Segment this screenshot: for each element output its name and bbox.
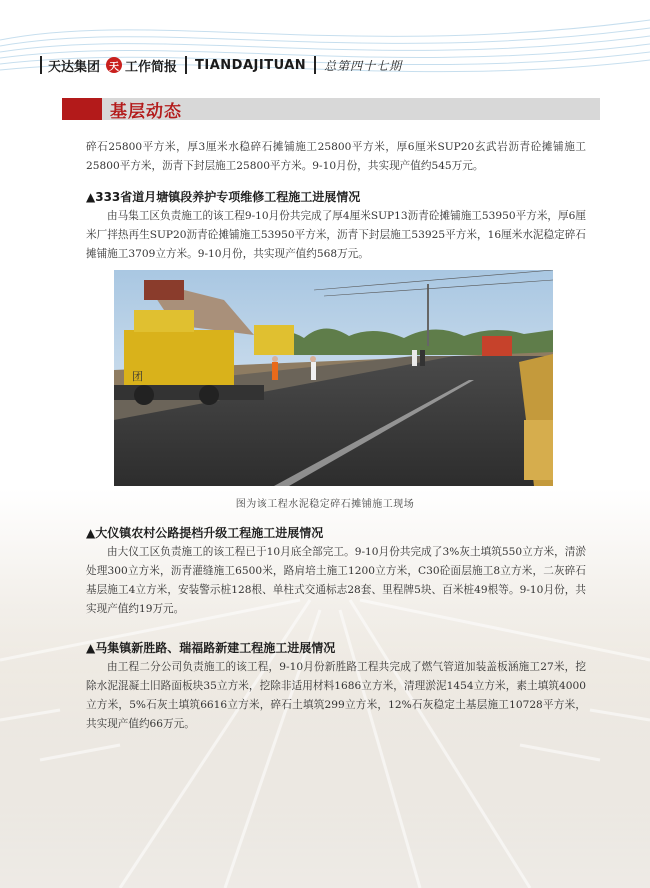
header-english-name: TIANDAJITUAN xyxy=(195,57,307,73)
header-publication: 工作简报 xyxy=(125,59,178,75)
header-divider xyxy=(314,56,316,74)
section-title: 基层动态 xyxy=(110,102,182,122)
photo-illustration xyxy=(114,270,553,486)
article-title: ▲马集镇新胜路、瑞福路新建工程施工进展情况 xyxy=(86,641,336,655)
header-issue-number: 总第四十七期 xyxy=(324,58,403,73)
article-body: 由马集工区负责施工的该工程9-10月份共完成了厚4厘米SUP13沥青砼摊铺施工53950平方米，厚6厘米厂拌热再生SUP20沥青砼摊铺施工53950平方米，沥青下封层施工53925平方米，16厘米水泥稳定碎石摊铺施工3709立方米。9-10月份，共实现产值约568万元。 xyxy=(86,210,586,260)
section-accent-block xyxy=(62,98,102,120)
header-org-name: 天达集团 xyxy=(48,59,101,75)
section-header xyxy=(62,98,600,120)
construction-photo xyxy=(114,270,553,486)
article-title: ▲大仪镇农村公路提档升级工程施工进展情况 xyxy=(86,526,324,540)
company-logo-icon: 天 xyxy=(106,57,122,73)
article-body: 由工程二分公司负责施工的该工程，9-10月份新胜路工程共完成了燃气管道加装盖板涵施工27米，挖除水泥混凝土旧路面板块35立方米，挖除非适用材料1686立方米，清理淤泥1454立方米，素土填筑4000立方米，5%石灰土填筑6616立方米，碎石土填筑299立方米，12%石灰稳定土基层施工10728平方米，共实现产值约66万元。 xyxy=(86,661,586,730)
intro-paragraph: 碎石25800平方米，厚3厘米水稳碎石摊铺施工25800平方米，厚6厘米SUP20玄武岩沥青砼摊铺施工25800平方米，沥青下封层施工25800平方米。9-10月份，共实现产值约545万元。 xyxy=(86,141,586,172)
photo-caption: 图为该工程水泥稳定碎石摊铺施工现场 xyxy=(235,499,415,510)
page-header xyxy=(40,54,620,76)
truck-text: 团 xyxy=(132,370,143,383)
article-body: 由大仪工区负责施工的该工程已于10月底全部完工。9-10月份共完成了3%灰土填筑550立方米，清淤处理300立方米，沥青灌缝施工6500米，路肩培土施工1200立方米，C30砼面层施工8立方米，二灰碎石基层施工4立方米，安装警示桩128根、单柱式交通标志28套、里程牌5块、百米桩49根等。9-10月份，共实现产值约19万元。 xyxy=(86,546,586,615)
article-title: ▲333省道月塘镇段养护专项维修工程施工进展情况 xyxy=(86,190,361,204)
header-divider xyxy=(185,56,187,74)
header-divider xyxy=(40,56,42,74)
